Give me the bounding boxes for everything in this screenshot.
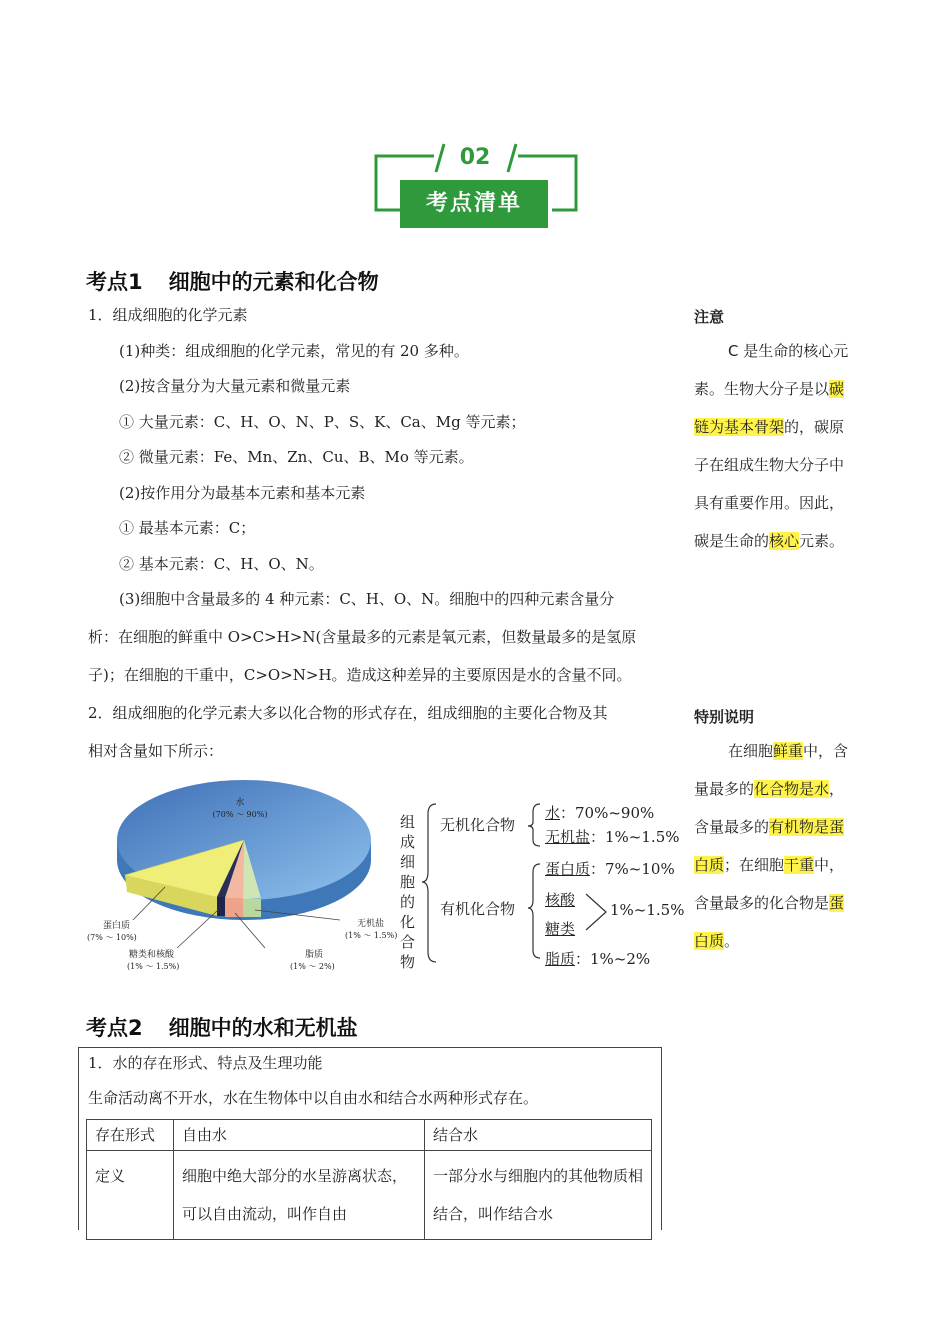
side1-line <box>694 522 874 560</box>
side2-body <box>694 732 874 960</box>
tree-water-label: 水 <box>545 804 561 822</box>
s1-line-11: 子)；在细胞的干重中，C>O>N>H。造成这种差异的主要原因是水的含量不同。 <box>88 666 632 684</box>
side2-text: 。 <box>724 932 740 950</box>
pie-label-lipid: 脂质 <box>305 950 324 960</box>
side1-line <box>694 370 874 408</box>
side1-highlight: 碳 <box>829 380 845 398</box>
tree-water-row <box>545 802 654 823</box>
pie-label-sugar-pct: (1% ～ 1.5%) <box>127 962 180 971</box>
side2-highlight: 有机物是蛋 <box>769 818 845 836</box>
side2-line <box>694 884 874 922</box>
side2-highlight: 白质 <box>694 932 725 950</box>
table-cell: 定义 <box>87 1151 174 1240</box>
side2-line <box>694 770 874 808</box>
s1-line-13: 相对含量如下所示： <box>88 742 224 760</box>
side1-line: 具有重要作用。因此， <box>694 494 845 512</box>
side2-highlight: 白质 <box>694 856 725 874</box>
tree-protein-label: 蛋白质 <box>545 860 591 878</box>
pie-lipid-side <box>225 898 243 917</box>
pie-label-protein: 蛋白质 <box>103 921 131 931</box>
s1-line-3: (2)按含量分为大量元素和微量元素 <box>119 377 351 395</box>
side2-line <box>694 808 874 846</box>
section1-title: 细胞中的元素和化合物 <box>168 270 379 294</box>
side1-text: 素。生物大分子是以 <box>694 380 830 398</box>
pie-label-lipid-pct: (1% ～ 2%) <box>290 962 335 971</box>
side2-text: 含量最多的 <box>694 818 770 836</box>
s2-line-1: 1．水的存在形式、特点及生理功能 <box>88 1054 323 1072</box>
side1-text: 的，碳原 <box>784 418 845 436</box>
pie-label-salt: 无机盐 <box>357 919 385 929</box>
water-table <box>86 1119 652 1240</box>
tree-salt-range: ：1%~1.5% <box>590 828 680 846</box>
tree-salt-row <box>545 826 680 847</box>
side1-highlight: 链为基本骨架 <box>694 418 785 436</box>
side1-line <box>694 408 874 446</box>
tree-lipid-range: ：1%~2% <box>575 950 651 968</box>
tree-nucleic-sugar-range: 1%~1.5% <box>610 901 685 919</box>
side2-text: 中，含 <box>803 742 849 760</box>
section2-title: 细胞中的水和无机盐 <box>168 1016 358 1040</box>
tree-salt-label: 无机盐 <box>545 828 591 846</box>
pie-label-water: 水 <box>235 798 245 808</box>
s1-line-1: 1．组成细胞的化学元素 <box>88 306 248 324</box>
tree-root: 组成细胞的化合物 <box>400 813 416 971</box>
side1-body <box>694 332 874 560</box>
side2-highlight: 鲜重 <box>773 742 804 760</box>
s1-line-7: ① 最基本元素：C； <box>119 519 256 537</box>
tree-lipid-row <box>545 948 650 969</box>
side2-text: ， <box>829 780 845 798</box>
side2-line <box>694 732 874 770</box>
side1-title: 注意 <box>694 308 725 326</box>
tree-inorganic: 无机化合物 <box>440 816 516 834</box>
tree-sugar-label: 糖类 <box>545 920 576 938</box>
side1-highlight: 核心 <box>769 532 800 550</box>
s1-line-4: ① 大量元素：C、H、O、N、P、S、K、Ca、Mg 等元素； <box>119 413 526 431</box>
tree-nucleic-label: 核酸 <box>545 891 576 909</box>
table-row <box>87 1151 652 1240</box>
section2-heading <box>86 1012 358 1042</box>
section2-number: 考点2 <box>86 1016 143 1040</box>
side1-text: 碳是生命的 <box>694 532 770 550</box>
table-header-row <box>87 1120 652 1151</box>
table-cell: 细胞中绝大部分的水呈游离状态，可以自由流动，叫作自由 <box>174 1151 425 1240</box>
s1-line-10: 析：在细胞的鲜重中 O>C>H>N(含量最多的元素是氧元素，但数量最多的是氢原 <box>88 628 637 646</box>
tree-protein-range: ：7%~10% <box>590 860 675 878</box>
badge-title: 考点清单 <box>400 180 548 228</box>
s1-line-2: (1)种类：组成细胞的化学元素，常见的有 20 多种。 <box>119 342 469 360</box>
s1-line-12: 2．组成细胞的化学元素大多以化合物的形式存在，组成细胞的主要化合物及其 <box>88 704 608 722</box>
s1-line-6: (2)按作用分为最基本元素和基本元素 <box>119 484 366 502</box>
s2-line-2: 生命活动离不开水，水在生物体中以自由水和结合水两种形式存在。 <box>88 1089 539 1107</box>
side2-title: 特别说明 <box>694 708 755 726</box>
section1-heading <box>86 266 379 296</box>
table-header-cell: 结合水 <box>425 1120 652 1151</box>
side2-text: 含量最多的化合物是 <box>694 894 830 912</box>
side1-line: 子在组成生物大分子中 <box>694 456 845 474</box>
table-header-cell: 存在形式 <box>87 1120 174 1151</box>
pie-label-protein-pct: (7% ～ 10%) <box>87 933 137 942</box>
side2-highlight: 干重 <box>784 856 815 874</box>
compound-pie-illustration <box>85 780 405 975</box>
s1-line-5: ② 微量元素：Fe、Mn、Zn、Cu、B、Mo 等元素。 <box>119 448 474 466</box>
side2-text: ；在细胞 <box>724 856 785 874</box>
tree-protein-row <box>545 858 675 879</box>
table-cell: 一部分水与细胞内的其他物质相结合，叫作结合水 <box>425 1151 652 1240</box>
side2-highlight: 蛋 <box>829 894 845 912</box>
pie-label-water-pct: (70% ～ 90%) <box>212 810 268 819</box>
side2-line <box>694 846 874 884</box>
badge-number: 02 <box>459 145 491 170</box>
s1-line-9: (3)细胞中含量最多的 4 种元素：C、H、O、N。细胞中的四种元素含量分 <box>119 590 615 608</box>
s1-line-8: ② 基本元素：C、H、O、N。 <box>119 555 324 573</box>
pie-label-sugar: 糖类和核酸 <box>129 950 175 960</box>
section1-number: 考点1 <box>86 270 143 294</box>
side2-line <box>694 922 874 960</box>
pie-salt-side <box>243 899 261 917</box>
table-header-cell: 自由水 <box>174 1120 425 1151</box>
tree-merge-chevron <box>582 890 612 934</box>
pie-label-salt-pct: (1% ～ 1.5%) <box>345 931 398 940</box>
side1-line: C 是生命的核心元 <box>728 342 849 360</box>
side2-text: 中， <box>814 856 845 874</box>
side2-highlight: 化合物是水 <box>754 780 830 798</box>
side2-text: 在细胞 <box>728 742 774 760</box>
side2-text: 量最多的 <box>694 780 755 798</box>
pie-sugar-side <box>217 897 225 916</box>
tree-lipid-label: 脂质 <box>545 950 576 968</box>
tree-organic: 有机化合物 <box>440 900 516 918</box>
side1-text: 元素。 <box>799 532 845 550</box>
tree-water-range: ：70%~90% <box>560 804 655 822</box>
